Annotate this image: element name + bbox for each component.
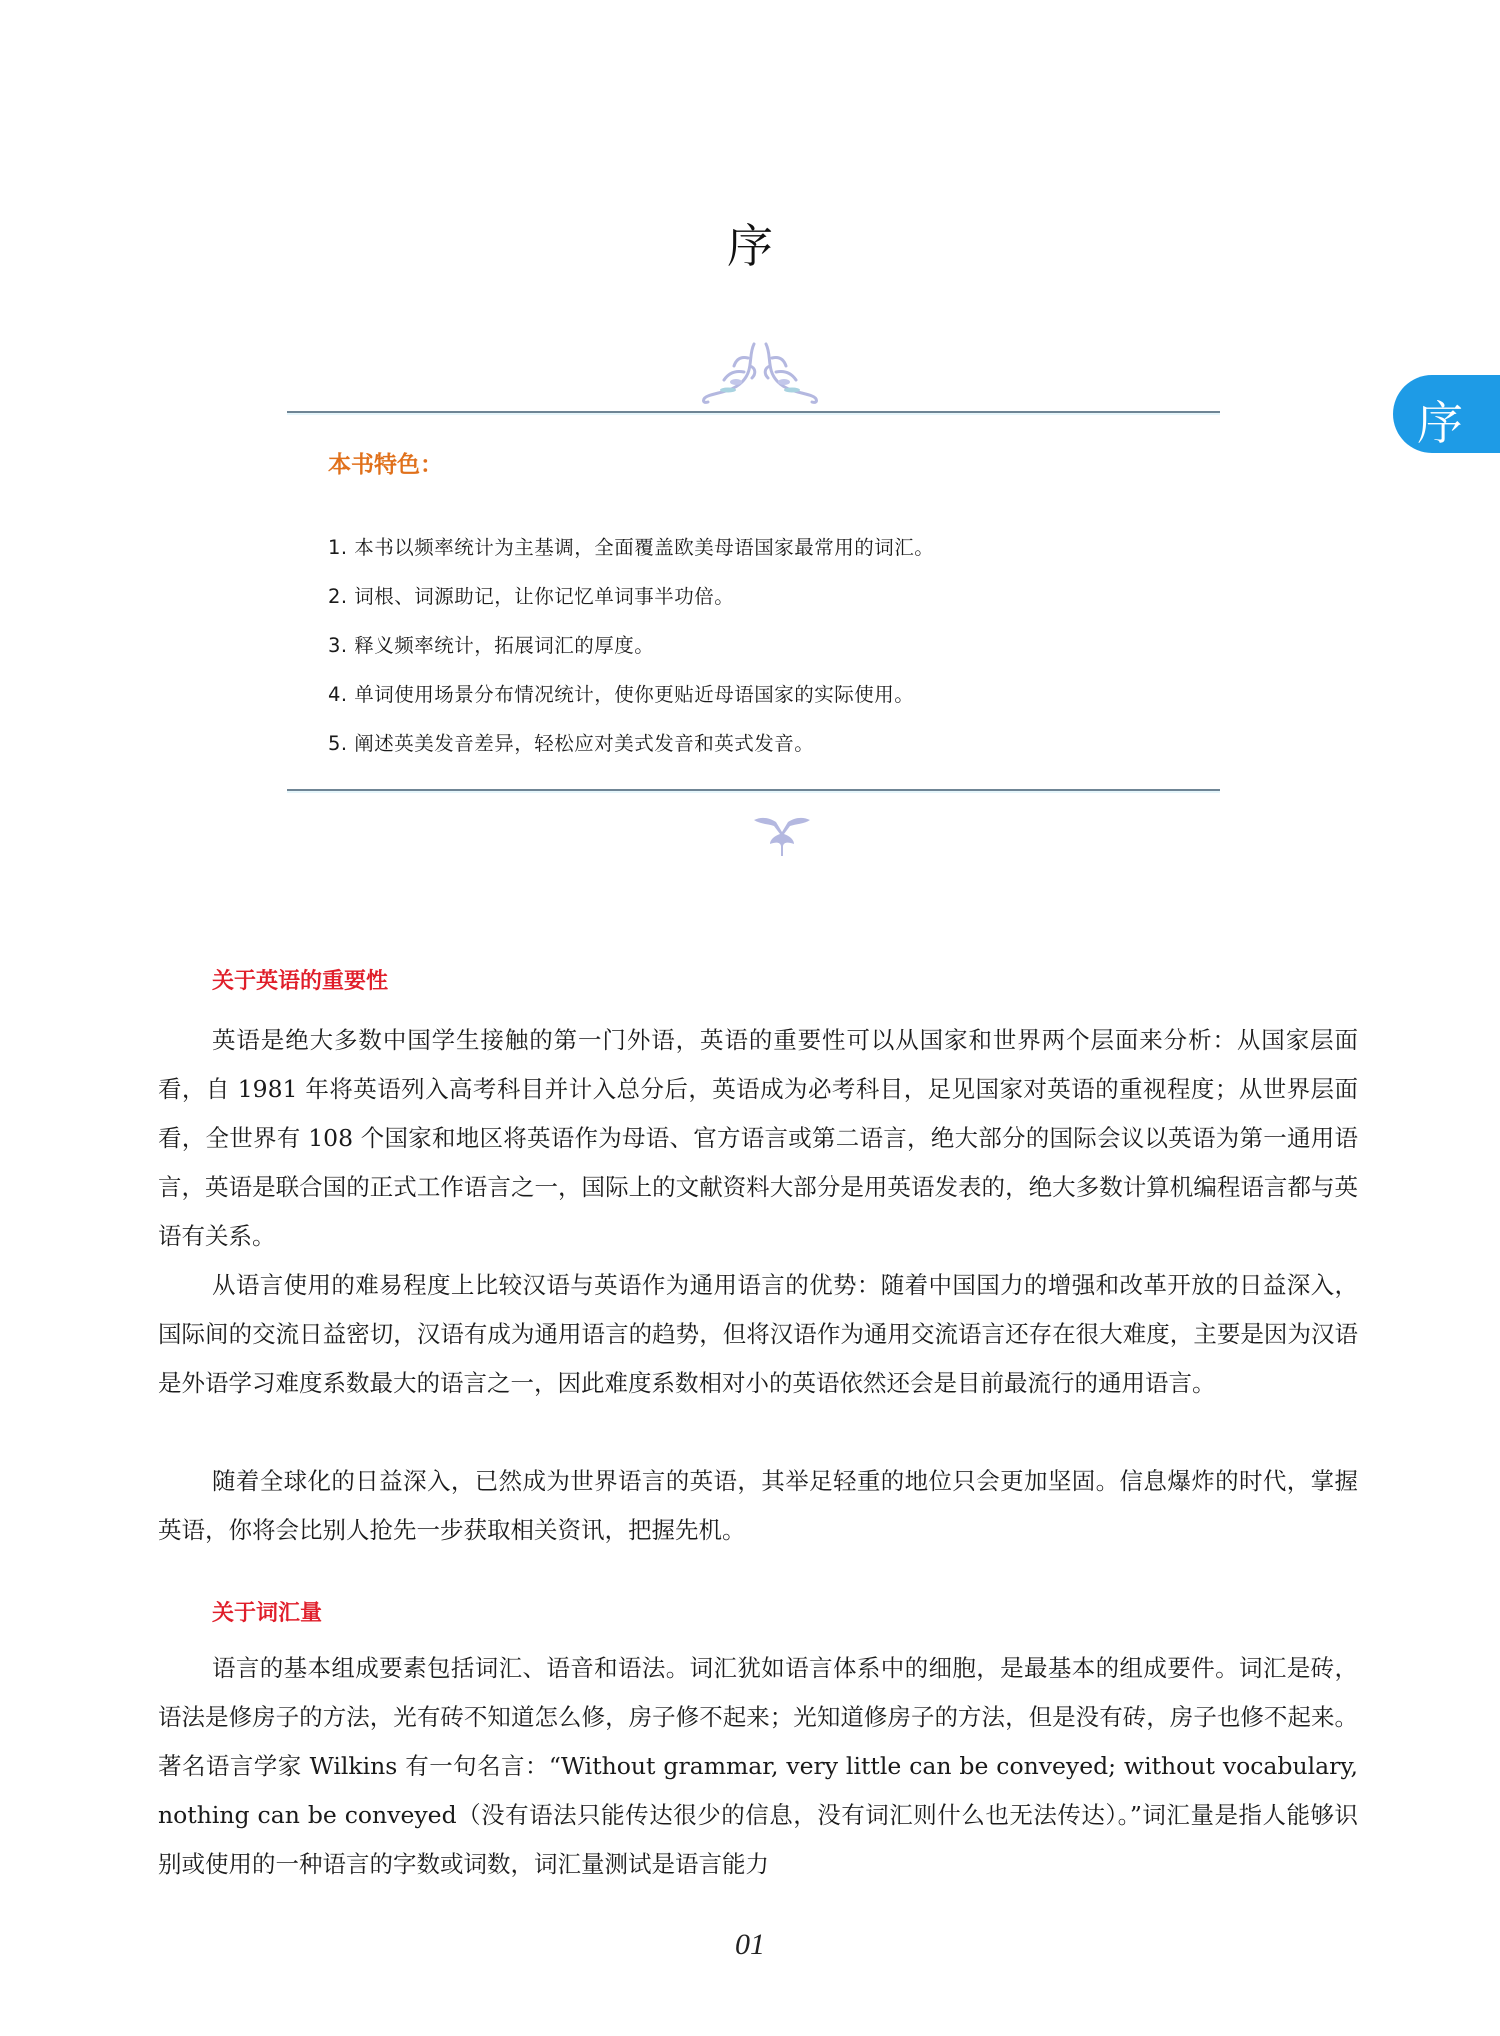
paragraph: 语言的基本组成要素包括词汇、语音和语法。词汇犹如语言体系中的细胞，是最基本的组成要件。词汇是砖，语法是修房子的方法，光有砖不知道怎么修，房子修不起来；光知道修房子的方法，但是没有砖，房子也修不起来。著名语言学家 Wilkins 有一句名言：“Without grammar, very little can be conveyed; without vocabulary, nothing can be conveyed（没有语法只能传达很少的信息，没有词汇则什么也无法传达）。”词汇量是指人能够识别或使用的一种语言的字数或词数，词汇量测试是语言能力 <box>158 1654 1358 1878</box>
feature-item: 1. 本书以频率统计为主基调，全面覆盖欧美母语国家最常用的词汇。 <box>328 536 935 559</box>
chapter-side-tab[interactable] <box>1393 375 1500 453</box>
paragraph: 英语是绝大多数中国学生接触的第一门外语，英语的重要性可以从国家和世界两个层面来分析：从国家层面看，自 1981 年将英语列入高考科目并计入总分后，英语成为必考科目，足见国家对英语的重视程度；从世界层面看，全世界有 108 个国家和地区将英语作为母语、官方语言或第二语言，绝大部分的国际会议以英语为第一通用语言，英语是联合国的正式工作语言之一，国际上的文献资料大部分是用英语发表的，绝大多数计算机编程语言都与英语有关系。 <box>158 1026 1358 1250</box>
feature-item: 4. 单词使用场景分布情况统计，使你更贴近母语国家的实际使用。 <box>328 683 915 706</box>
fleur-ornament-icon <box>752 812 812 858</box>
feature-item: 5. 阐述英美发音差异，轻松应对美式发音和英式发音。 <box>328 732 815 755</box>
feature-item: 2. 词根、词源助记，让你记忆单词事半功倍。 <box>328 585 735 608</box>
side-tab-label: 序 <box>1417 396 1463 450</box>
bottom-divider <box>287 789 1220 791</box>
feature-item: 3. 释义频率统计，拓展词汇的厚度。 <box>328 634 655 657</box>
top-divider <box>287 411 1220 413</box>
page-title: 序 <box>727 219 773 273</box>
section-heading-vocabulary: 关于词汇量 <box>212 1601 323 1626</box>
paragraph: 随着全球化的日益深入，已然成为世界语言的英语，其举足轻重的地位只会更加坚固。信息爆炸的时代，掌握英语，你将会比别人抢先一步获取相关资讯，把握先机。 <box>158 1467 1358 1544</box>
floral-ornament-icon <box>698 336 822 406</box>
paragraph: 从语言使用的难易程度上比较汉语与英语作为通用语言的优势：随着中国国力的增强和改革开放的日益深入，国际间的交流日益密切，汉语有成为通用语言的趋势，但将汉语作为通用交流语言还存在很大难度，主要是因为汉语是外语学习难度系数最大的语言之一，因此难度系数相对小的英语依然还会是目前最流行的通用语言。 <box>158 1271 1358 1397</box>
features-heading: 本书特色： <box>328 452 443 478</box>
page-number: 01 <box>735 1928 765 1961</box>
section-heading-english-importance: 关于英语的重要性 <box>212 969 389 994</box>
